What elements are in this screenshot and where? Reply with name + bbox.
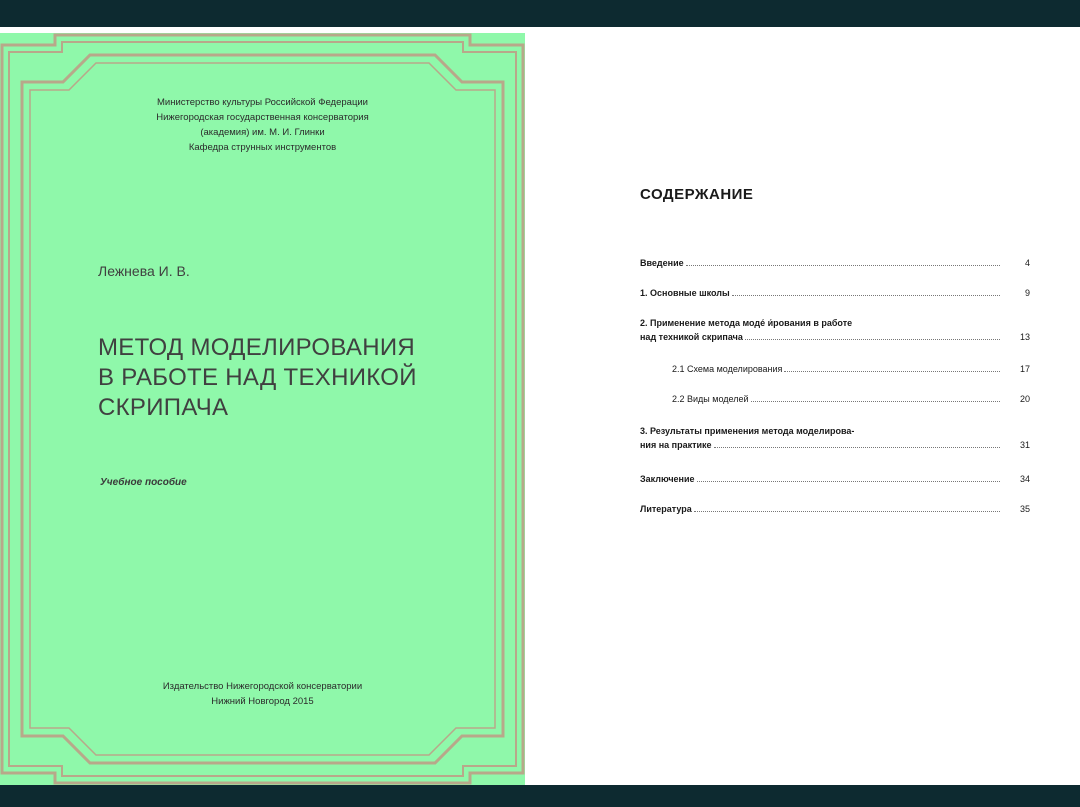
toc-entry[interactable] bbox=[640, 318, 1030, 342]
institution-line: Нижегородская государственная консерватория bbox=[156, 112, 369, 123]
title-line: СКРИПАЧА bbox=[98, 394, 229, 421]
contents-heading: СОДЕРЖАНИЕ bbox=[640, 186, 754, 203]
toc-page: 13 bbox=[1019, 332, 1030, 342]
book-subtitle: Учебное пособие bbox=[100, 477, 187, 488]
toc-entry[interactable] bbox=[672, 364, 1030, 374]
toc-label: над техникой скрипача bbox=[640, 332, 743, 342]
publisher-line: Издательство Нижегородской консерватории bbox=[162, 681, 363, 692]
top-bar bbox=[0, 0, 1080, 27]
toc-page: 20 bbox=[1019, 394, 1030, 404]
toc-entry[interactable] bbox=[640, 474, 1030, 484]
toc-entry[interactable] bbox=[640, 258, 1030, 268]
toc-label: 2.1 Схема моделирования bbox=[672, 364, 783, 374]
institution-line: Министерство культуры Российской Федерации bbox=[156, 97, 368, 108]
toc-label: 2.2 Виды моделей bbox=[672, 394, 749, 404]
toc-label-first-line: 2. Применение метода моде́ и́рования в работе bbox=[640, 318, 853, 328]
title-line: В РАБОТЕ НАД ТЕХНИКОЙ bbox=[98, 364, 417, 391]
toc-page: 17 bbox=[1019, 364, 1030, 374]
toc-label: Введение bbox=[640, 258, 684, 268]
toc-entry[interactable] bbox=[672, 394, 1030, 404]
toc-page: 35 bbox=[1019, 504, 1030, 514]
institution-line: Кафедра струнных инструментов bbox=[188, 142, 337, 153]
title-line: МЕТОД МОДЕЛИРОВАНИЯ bbox=[98, 334, 416, 361]
toc-entry[interactable] bbox=[640, 504, 1030, 514]
toc-page: 34 bbox=[1019, 474, 1030, 484]
book-cover bbox=[0, 33, 525, 785]
author-name: Лежнева И. В. bbox=[98, 263, 190, 279]
toc-label: Литература bbox=[640, 504, 692, 514]
bottom-bar bbox=[0, 785, 1080, 807]
toc-page: 9 bbox=[1024, 288, 1030, 298]
toc-label: Заключение bbox=[640, 474, 695, 484]
publisher-block bbox=[60, 679, 465, 709]
toc-entry[interactable] bbox=[640, 426, 1030, 450]
institution-line: (академия) им. М. И. Глинки bbox=[200, 127, 325, 138]
toc-label: 1. Основные школы bbox=[640, 288, 730, 298]
toc-entry[interactable] bbox=[640, 288, 1030, 298]
institution-block bbox=[60, 95, 465, 155]
toc-label-first-line: 3. Результаты применения метода моделирова- bbox=[640, 426, 855, 436]
toc-page: 31 bbox=[1019, 440, 1030, 450]
publisher-line: Нижний Новгород 2015 bbox=[211, 696, 314, 707]
toc-page: 4 bbox=[1024, 258, 1030, 268]
toc-label: ния на практике bbox=[640, 440, 712, 450]
book-title bbox=[98, 333, 478, 423]
